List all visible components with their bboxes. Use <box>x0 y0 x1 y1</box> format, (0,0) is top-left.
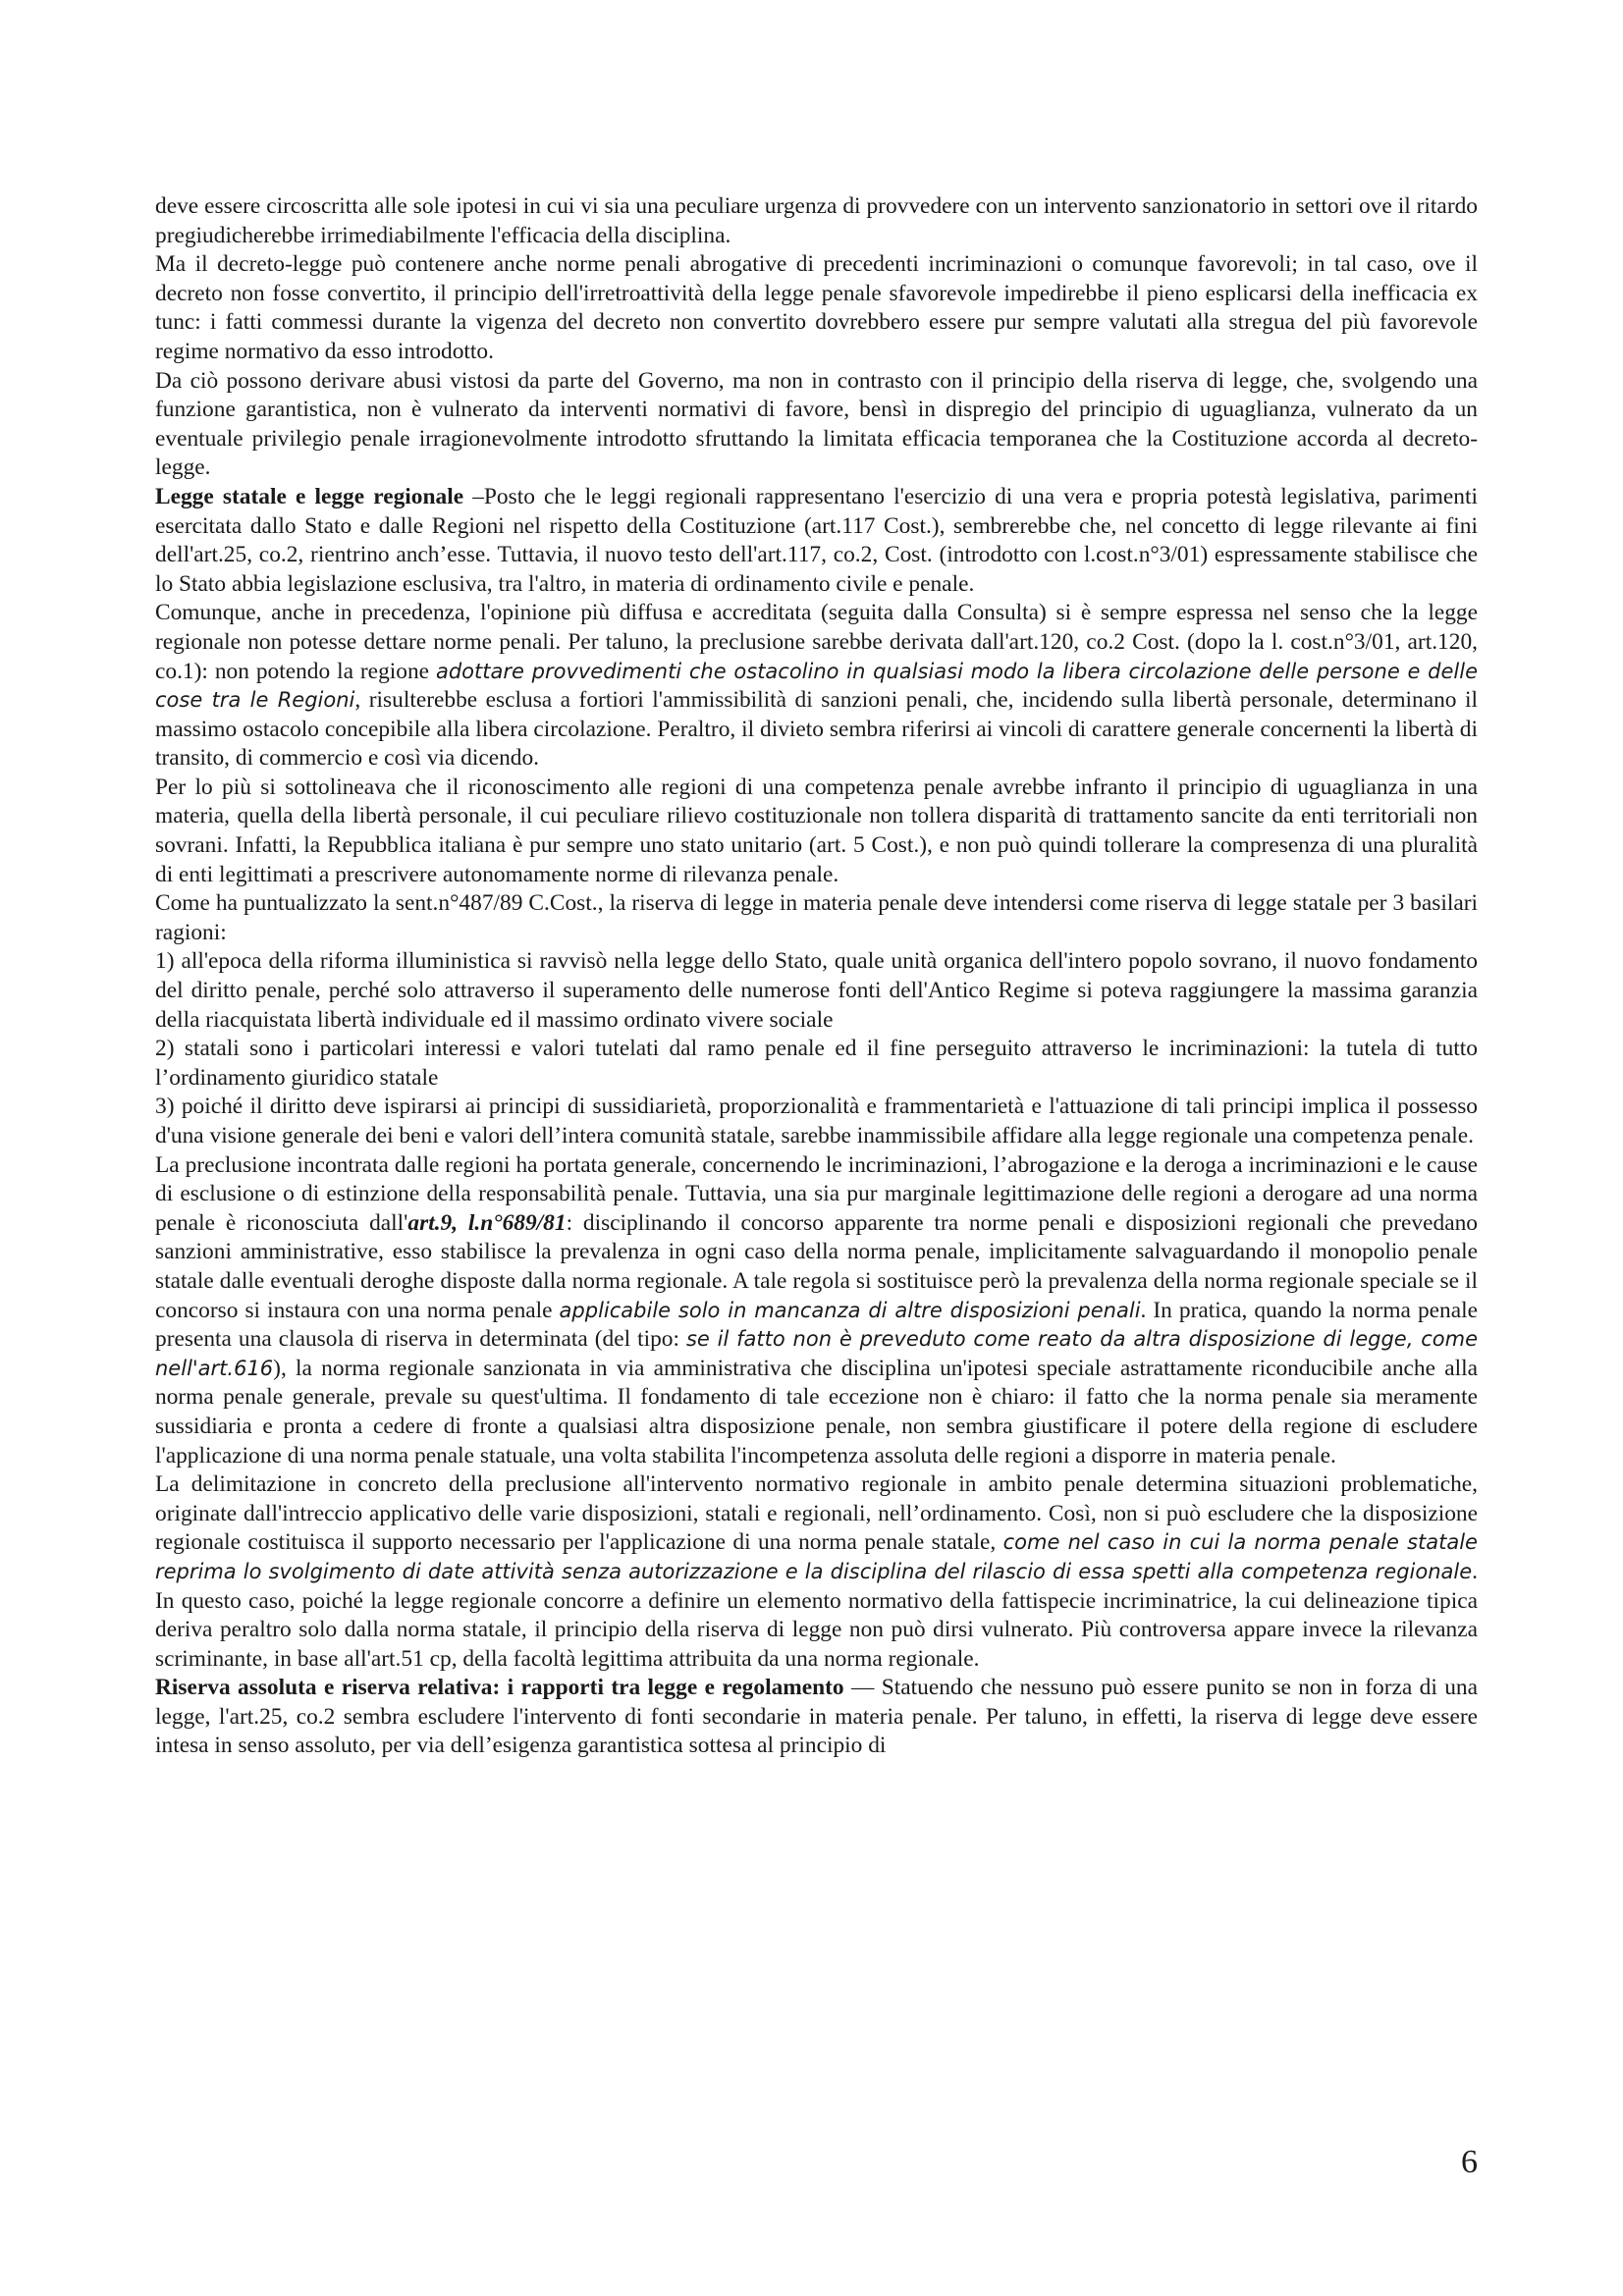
section-heading: Riserva assoluta e riserva relativa: i rapporti tra legge e regolamento <box>155 1675 844 1701</box>
paragraph <box>155 599 1478 774</box>
list-item: 1) all'epoca della riforma illuministica si ravvisò nella legge dello Stato, quale unità organica dell'intero popolo sovrano, il nuovo fondamento del diritto penale, perché solo attraverso il superamento delle numerose fonti dell'Antico Regime si poteva raggiungere la massima garanzia della riacquistata libertà individuale ed il massimo ordinato vivere sociale <box>155 948 1478 1033</box>
paragraph: Per lo più si sottolineava che il riconoscimento alle regioni di una competenza penale avrebbe infranto il principio di uguaglianza in una materia, quella della libertà personale, il cui peculiare rilievo costituzionale non tollera disparità di trattamento sancite da enti territoriali non sovrani. Infatti, la Repubblica italiana è pur sempre uno stato unitario (art. 5 Cost.), e non può quindi tollerare la compresenza di una pluralità di enti legittimati a prescrivere autonomamente norme di rilevanza penale. <box>155 774 1478 887</box>
paragraph-text: , risulterebbe esclusa a fortiori l'ammissibilità di sanzioni penali, che, incidendo sulla libertà personale, determinano il massimo ostacolo concepibile alla libera circolazione. Peraltro, il divieto sembra riferirsi ai vincoli di carattere generale concernenti la libertà di transito, di commercio e così via dicendo. <box>155 687 1478 772</box>
document-body <box>155 192 1478 1761</box>
paragraph: deve essere circoscritta alle sole ipotesi in cui vi sia una peculiare urgenza di provvedere con un intervento sanzionatorio in settori ove il ritardo pregiudicherebbe irrimediabilmente l'efficacia della disciplina. <box>155 193 1478 248</box>
law-reference: art.9, l.n°689/81 <box>407 1209 567 1236</box>
list-item: 3) poiché il diritto deve ispirarsi ai principi di sussidiarietà, proporzionalità e frammentarietà e l'attuazione di tali principi implica il possesso d'una visione generale dei beni e valori dell’intera comunità statale, sarebbe inammissibile affidare alla legge regionale una competenza penale. <box>155 1094 1478 1148</box>
italic-quote: applicabile solo in mancanza di altre disposizioni penali <box>559 1298 1141 1322</box>
paragraph <box>155 1470 1478 1674</box>
paragraph-text: Comunque, anche in precedenza, l'opinione più diffusa e accreditata (seguita dalla Consulta) si è sempre espressa nel senso che la legge regionale non potesse dettare norme penali. Per taluno, la preclusione sarebbe derivata dall'art.120, co.2 Cost. (dopo la l. cost.n°3/01, art.120, co.1): non potendo la regione <box>155 600 1478 684</box>
paragraph: Da ciò possono derivare abusi vistosi da parte del Governo, ma non in contrasto con il principio della riserva di legge, che, svolgendo una funzione garantistica, non è vulnerato da interventi normativi di favore, bensì in dispregio del principio di uguaglianza, vulnerato da un eventuale privilegio penale irragionevolmente introdotto sfruttando la limitata efficacia temporanea che la Costituzione accorda al decreto-legge. <box>155 367 1478 481</box>
italic-quote: come nel caso in cui la norma penale statale reprima lo svolgimento di date attività senza autorizzazione e la disciplina del rilascio di essa spetti alla competenza regionale <box>155 1530 1478 1583</box>
paragraph-text: — Statuendo che nessuno può essere punito se non in forza di una legge, l'art.25, co.2 sembra escludere l'intervento di fonti secondarie in materia penale. Per taluno, in effetti, la riserva di legge deve essere intesa in senso assoluto, per via dell’esigenza garantistica sottesa al principio di <box>155 1675 1478 1759</box>
section-heading: Legge statale e legge regionale <box>155 483 464 509</box>
paragraph-text: –Posto che le leggi regionali rappresentano l'esercizio di una vera e propria potestà legislativa, parimenti esercitata dallo Stato e dalle Regioni nel rispetto della Costituzione (art.117 Cost.), sembrerebbe che, nel concetto di legge rilevante ai fini dell'art.25, co.2, rientrino anch’esse. Tuttavia, il nuovo testo dell'art.117, co.2, Cost. (introdotto con l.cost.n°3/01) espressamente stabilisce che lo Stato abbia legislazione esclusiva, tra l'altro, in materia di ordinamento civile e penale. <box>155 483 1478 597</box>
paragraph-text: . In pratica, quando la norma penale presenta una clausola di riserva in determinata (del tipo: <box>155 1297 1478 1353</box>
page-number: 6 <box>1461 2144 1478 2180</box>
paragraph-text: La preclusione incontrata dalle regioni ha portata generale, concernendo le incriminazioni, l’abrogazione e la deroga a incriminazioni e le cause di esclusione o di estinzione della responsabilità penale. Tuttavia, una sia pur marginale legittimazione delle regioni a derogare ad una norma penale è riconosciuta dall' <box>155 1151 1478 1236</box>
italic-quote: se il fatto non è preveduto come reato da altra disposizione di legge, come nell'art.616 <box>155 1327 1478 1380</box>
list-item: 2) statali sono i particolari interessi e valori tutelati dal ramo penale ed il fine perseguito attraverso le incriminazioni: la tutela di tutto l’ordinamento giuridico statale <box>155 1036 1478 1091</box>
paragraph-text: ), la norma regionale sanzionata in via amministrativa che disciplina un'ipotesi speciale astrattamente riconducibile anche alla norma penale generale, prevale su quest'ultima. Il fondamento di tale eccezione non è chiaro: il fatto che la norma penale sia meramente sussidiaria e pronta a cedere di fronte a qualsiasi altra disposizione penale, non sembra giustificare il potere della regione di escludere l'applicazione di una norma penale statuale, una volta stabilita l'incompetenza assoluta delle regioni a disporre in materia penale. <box>155 1355 1478 1468</box>
paragraph <box>155 1151 1478 1471</box>
italic-quote: adottare provvedimenti che ostacolino in qualsiasi modo la libera circolazione delle persone e delle cose tra le Regioni <box>155 659 1479 713</box>
paragraph-text: La delimitazione in concreto della preclusione all'intervento normativo regionale in ambito penale determina situazioni problematiche, originate dall'intreccio applicativo delle varie disposizioni, statali e regionali, nell’ordinamento. Così, non si può escludere che la disposizione regionale costituisca il supporto necessario per l'applicazione di una norma penale statale, <box>155 1471 1478 1556</box>
paragraph: Ma il decreto-legge può contenere anche norme penali abrogative di precedenti incriminazioni o comunque favorevoli; in tal caso, ove il decreto non fosse convertito, il principio dell'irretroattività della legge penale sfavorevole impedirebbe il pieno esplicarsi della inefficacia ex tunc: i fatti commessi durante la vigenza del decreto non convertito dovrebbero essere pur sempre valutati alla stregua del più favorevole regime normativo da esso introdotto. <box>155 251 1478 364</box>
paragraph-text: . In questo caso, poiché la legge regionale concorre a definire un elemento normativo della fattispecie incriminatrice, la cui delineazione tipica deriva peraltro solo dalla norma statale, il principio della riserva di legge non può dirsi vulnerato. Più controversa appare invece la rilevanza scriminante, in base all'art.51 cp, della facoltà legittima attribuita da una norma regionale. <box>155 1558 1478 1672</box>
paragraph <box>155 1674 1478 1761</box>
paragraph: Come ha puntualizzato la sent.n°487/89 C.Cost., la riserva di legge in materia penale deve intendersi come riserva di legge statale per 3 basilari ragioni: <box>155 890 1478 945</box>
paragraph <box>155 483 1478 599</box>
paragraph-text: : disciplinando il concorso apparente tra norme penali e disposizioni regionali che prevedano sanzioni amministrative, esso stabilisce la prevalenza in ogni caso della norma penale, implicitamente salvaguardando il monopolio penale statale dalle eventuali deroghe disposte dalla norma regionale. A tale regola si sostituisce però la prevalenza della norma regionale speciale se il concorso si instaura con una norma penale <box>155 1209 1478 1323</box>
